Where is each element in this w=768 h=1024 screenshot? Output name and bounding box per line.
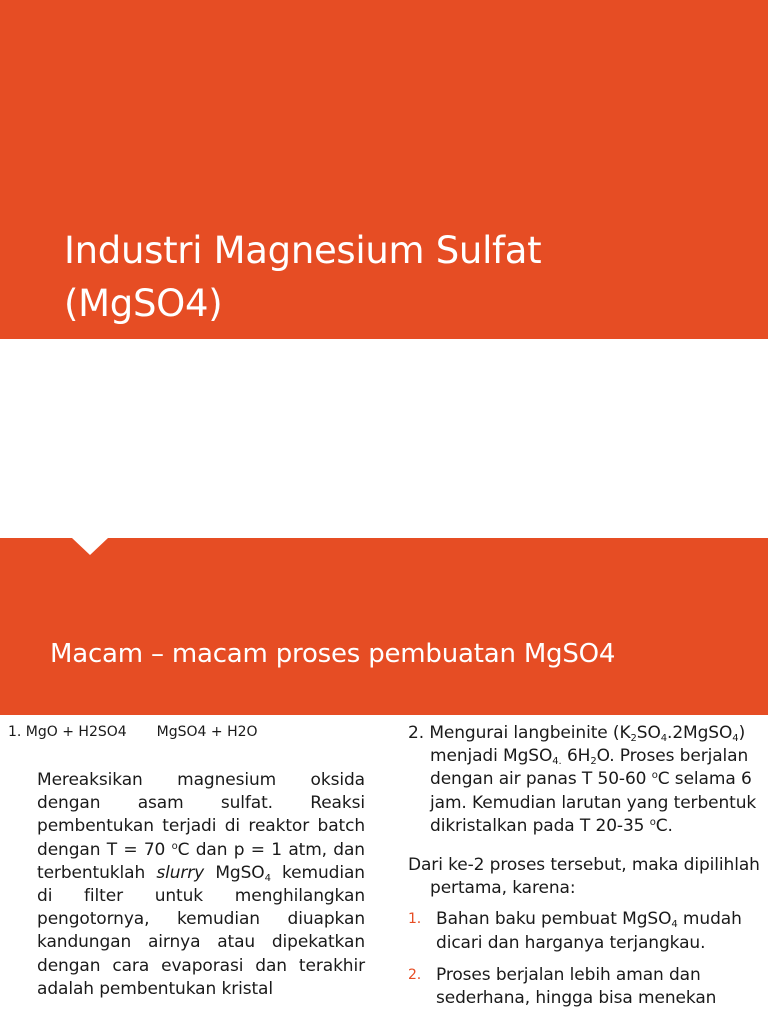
p2-text-e: 6H xyxy=(561,746,591,767)
slide-heading: Macam – macam proses pembuatan MgSO4 xyxy=(50,639,616,669)
reaction-reactants: 1. MgO + H2SO4 xyxy=(8,724,127,740)
subscript: 4. xyxy=(552,756,562,768)
degree-mark: o xyxy=(171,840,178,852)
list-item xyxy=(408,964,760,1010)
process-1-description xyxy=(37,769,365,1001)
list-item xyxy=(408,908,760,954)
selection-summary: Dari ke-2 proses tersebut, maka dipilihlah pertama, karena: xyxy=(408,855,760,899)
banner-notch xyxy=(72,538,108,555)
subscript: 4 xyxy=(660,733,668,744)
list-number: 2. xyxy=(408,966,422,983)
desc-text-4: kemudian di filter untuk menghilangkan pengotornya, kemudian diuapkan kandungan airnya atau dipekatkan dengan cara evaporasi dan terakhir adalah pembentukan kristal xyxy=(37,862,365,999)
desc-text-3: MgSO xyxy=(204,862,265,883)
process-2-column xyxy=(408,722,760,1019)
list-number: 1. xyxy=(408,911,422,928)
subscript: 4 xyxy=(671,919,678,931)
reaction-equation xyxy=(8,722,368,742)
heading-banner xyxy=(0,538,768,715)
p2-text-d: ) menjadi MgSO xyxy=(430,723,746,767)
slide-title xyxy=(64,224,744,330)
process-2-description xyxy=(408,722,760,838)
process-1-column xyxy=(8,722,368,1001)
p2-text-c: .2MgSO xyxy=(667,723,733,743)
reasons-list xyxy=(408,908,760,1010)
subscript: 4 xyxy=(264,872,271,884)
process-slide xyxy=(0,538,768,1024)
degree-mark: o xyxy=(649,816,656,828)
p2-text-a: 2. Mengurai langbeinite (K xyxy=(408,723,631,743)
p2-text-g: C selama 6 jam. Kemudian larutan yang terbentuk dikristalkan pada T 20-35 xyxy=(430,769,757,836)
reason-text-a: Proses berjalan lebih aman dan sederhana, hingga bisa menekan xyxy=(436,964,717,1009)
reason-text-b: mudah dicari dan harganya terjangkau. xyxy=(436,909,742,953)
slide-title-line-2: (MgSO4) xyxy=(64,282,223,325)
subscript: 2 xyxy=(630,733,637,744)
desc-text-2: C dan p = 1 atm, dan terbentuklah xyxy=(37,839,365,883)
p2-text-h: C. xyxy=(655,815,673,836)
subscript: 4 xyxy=(732,733,739,744)
reason-text-a: Bahan baku pembuat MgSO xyxy=(436,909,672,930)
p2-text-b: SO xyxy=(636,723,661,743)
slurry-term: slurry xyxy=(156,862,205,883)
desc-text-1: Mereaksikan magnesium oksida dengan asam sulfat. Reaksi pembentukan terjadi di reaktor batch dengan T = 70 xyxy=(37,770,365,860)
degree-mark: o xyxy=(651,770,658,782)
p2-text-f: O. Proses berjalan dengan air panas T 50-60 xyxy=(430,746,749,790)
subscript: 2 xyxy=(590,756,597,768)
slide-title-line-1: Industri Magnesium Sulfat xyxy=(64,229,542,272)
reaction-products: MgSO4 + H2O xyxy=(156,724,258,740)
